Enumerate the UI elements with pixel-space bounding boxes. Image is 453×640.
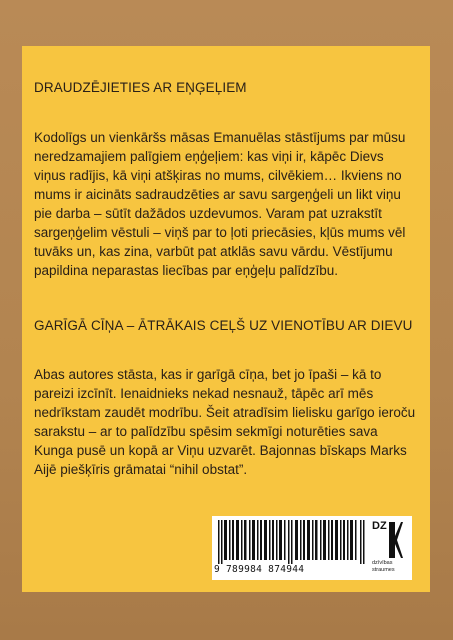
publisher-logo-mark-icon bbox=[387, 522, 403, 558]
section-body-spiritual-battle: Abas autores stāsta, kas ir garīgā cīņa, bet jo īpaši – kā to pareizi izcīnīt. Ienaidnieks nekad nesnauž, tāpēc arī mēs nedrīkstam zaudēt modrību. Šeit atradīsim lielisku garīgo ieroču sarakstu – ar to palīdzību spēsim sekmīgi noturēties sava Kunga pusē un kopā ar Viņu uzvarēt. Bajonnas bīskaps Marks Aijē piešķīris grāmatai “nihil obstat”. bbox=[34, 367, 416, 477]
section-heading-spiritual-battle: GARĪGĀ CĪŅA – ĀTRĀKAIS CEĻŠ UZ VIENOTĪBU AR DIEVU bbox=[34, 318, 413, 333]
publisher-name-line2: straumes bbox=[372, 567, 395, 573]
publisher-logo bbox=[372, 520, 406, 576]
barcode-image bbox=[218, 520, 366, 564]
publisher-name-line1: dzīvības bbox=[372, 560, 393, 566]
isbn-digits: 9 789984 874944 bbox=[214, 564, 305, 575]
publisher-logo-letters: DZ bbox=[372, 520, 387, 532]
barcode-area bbox=[212, 516, 412, 580]
section-body-angels: Kodolīgs un vienkāršs māsas Emanuēlas stāstījums par mūsu neredzamajiem palīgiem eņģeļiem: kas viņi ir, kāpēc Dievs viņus radījis, kā viņi atšķiras no mums, cilvēkiem… Ikviens no mums ir aicināts sadraudzēties ar savu sargeņģeli un likt viņu pie darba – sūtīt dažādos uzdevumos. Varam pat uzrakstīt sargeņģelim vēstuli – viņš par to ļoti priecāsies, kļūs mums vēl tuvāks un, kas zina, varbūt pat atklās savu vārdu. Vēstījumu papildina neparastas liecības par eņģeļu palīdzību. bbox=[34, 130, 406, 278]
text-panel bbox=[22, 46, 430, 592]
section-heading-angels: DRAUDZĒJIETIES AR EŅĢEĻIEM bbox=[34, 80, 247, 95]
